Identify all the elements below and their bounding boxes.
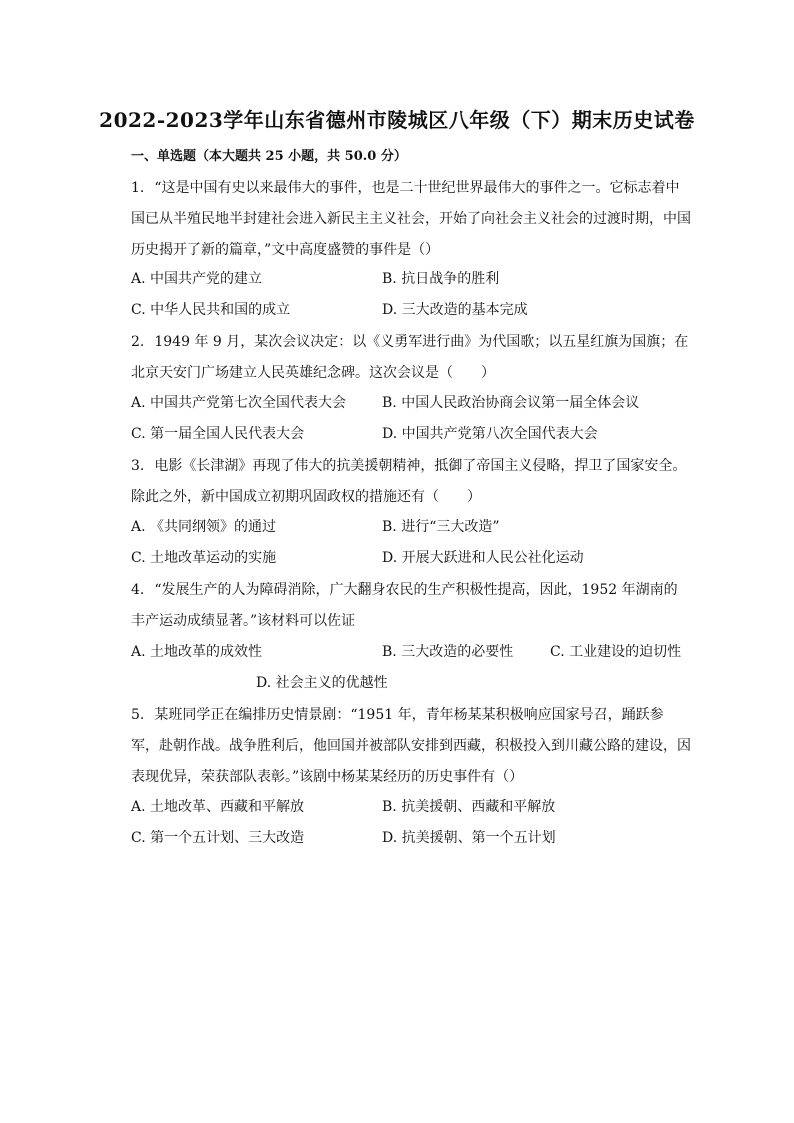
option-b: B. 抗美援朝、西藏和平解放: [382, 799, 556, 815]
question-5: [131, 700, 691, 793]
question-1: [131, 173, 691, 266]
question-number: 1.: [131, 180, 145, 196]
option-a: A. 《共同纲领》的通过: [131, 519, 277, 535]
option-c: C. 中华人民共和国的成立: [131, 302, 291, 318]
question-text: 电影《长津湖》再现了伟大的抗美援朝精神，抵御了帝国主义侵略，捍卫了国家安全。除此之外，新中国成立初期巩固政权的措施还有（ ）: [131, 458, 687, 505]
question-text: “这是中国有史以来最伟大的事件，也是二十世纪世界最伟大的事件之一。它标志着中国已从半殖民地半封建社会进入新民主主义社会，开始了向社会主义社会的过渡时期，中国历史揭开了新的篇章，”文中高度盛赞的事件是（）: [131, 180, 691, 258]
question-number: 4.: [131, 582, 145, 598]
question-text: “发展生产的人为障碍消除，广大翻身农民的生产积极性提高，因此，1952 年湖南的丰产运动成绩显著。”该材料可以佐证: [131, 582, 678, 629]
option-a: A. 中国共产党的建立: [131, 271, 263, 287]
option-b: B. 进行“三大改造”: [382, 519, 500, 535]
option-a: A. 中国共产党第七次全国代表大会: [131, 395, 347, 411]
question-number: 5.: [131, 707, 145, 723]
option-b: B. 三大改造的必要性: [382, 644, 514, 660]
question-3: [131, 451, 691, 513]
option-c: C. 工业建设的迫切性: [550, 644, 682, 660]
question-4: [131, 575, 691, 637]
option-d: D. 社会主义的优越性: [256, 675, 388, 691]
exam-title: 2022-2023学年山东省德州市陵城区八年级（下）期末历史试卷: [99, 108, 695, 132]
question-number: 3.: [131, 458, 145, 474]
option-d: D. 抗美援朝、第一个五计划: [382, 830, 556, 846]
option-b: B. 中国人民政治协商会议第一届全体会议: [382, 395, 640, 411]
option-b: B. 抗日战争的胜利: [382, 271, 500, 287]
question-number: 2.: [131, 334, 145, 350]
question-text: 某班同学正在编排历史情景剧：“1951 年，青年杨某某积极响应国家号召，踊跃参军，赴朝作战。战争胜利后，他回国并被部队安排到西藏，积极投入到川藏公路的建设，因表现优异，荣获部队表彰。”该剧中杨某某经历的历史事件有（）: [131, 707, 691, 785]
option-c: C. 第一个五计划、三大改造: [131, 830, 305, 846]
option-c: C. 第一届全国人民代表大会: [131, 426, 305, 442]
option-a: A. 土地改革的成效性: [131, 644, 263, 660]
option-a: A. 土地改革、西藏和平解放: [131, 799, 305, 815]
section-heading: 一、单选题（本大题共 25 小题，共 50.0 分）: [131, 149, 407, 164]
option-d: D. 三大改造的基本完成: [382, 302, 528, 318]
option-d: D. 中国共产党第八次全国代表大会: [382, 426, 598, 442]
question-2: [131, 327, 691, 389]
question-text: 1949 年 9 月，某次会议决定：以《义勇军进行曲》为代国歌；以五星红旗为国旗；在北京天安门广场建立人民英雄纪念碑。这次会议是（ ）: [131, 334, 689, 381]
option-c: C. 土地改革运动的实施: [131, 550, 277, 566]
option-d: D. 开展大跃进和人民公社化运动: [382, 550, 584, 566]
